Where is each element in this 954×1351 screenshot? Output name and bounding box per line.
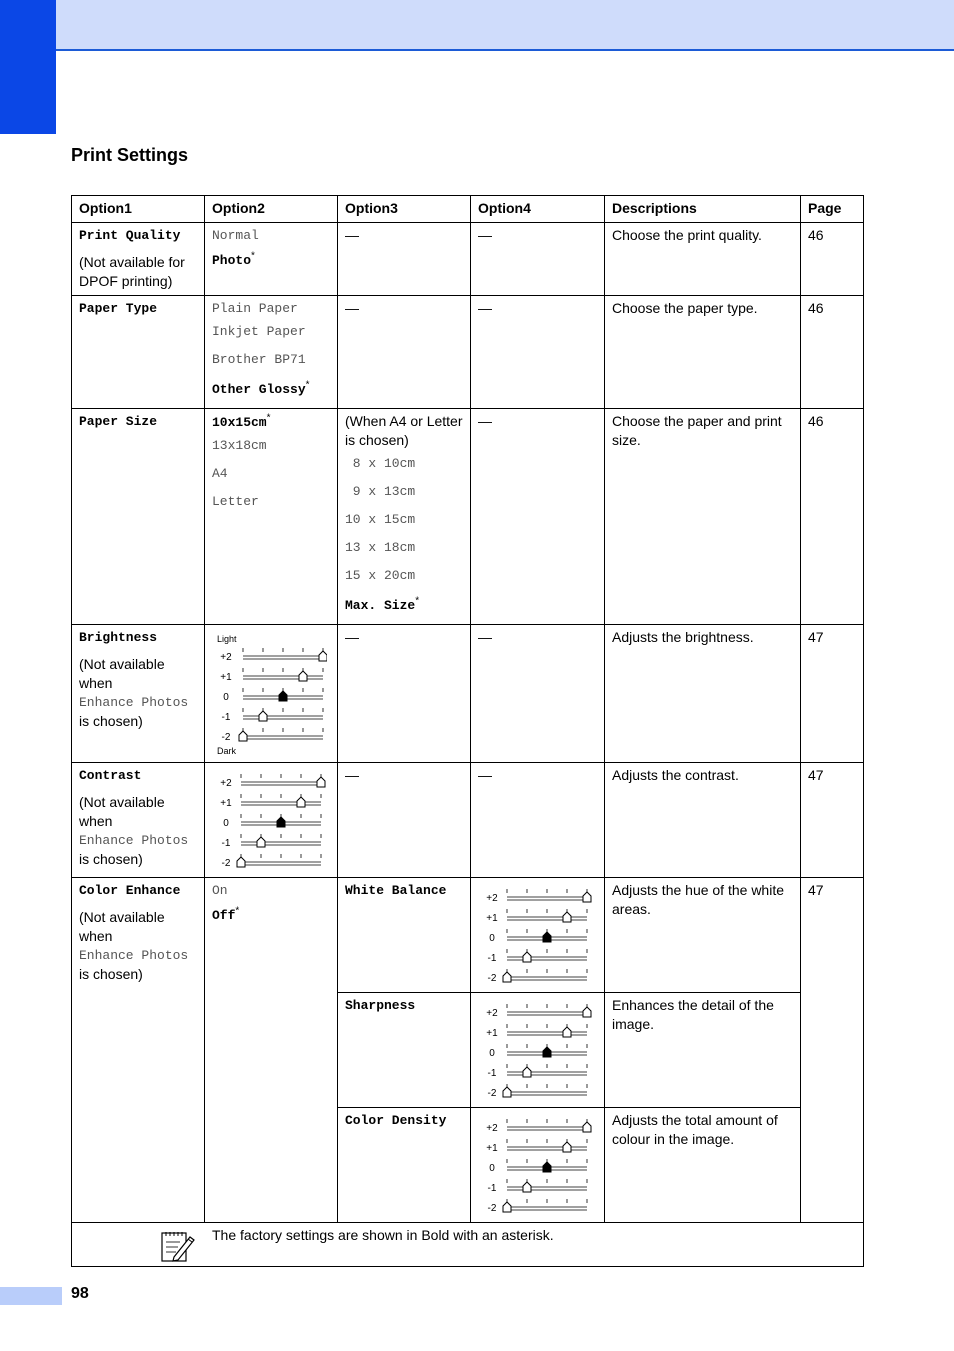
value-10x15cm: 10 x 15cm [345, 512, 416, 527]
cell-opt2 [205, 223, 338, 296]
value-13x18cm: 13x18cm [212, 438, 267, 453]
cell-opt4 [471, 763, 605, 878]
slider-marker [319, 651, 327, 661]
note-enhance-photos: Enhance Photos [79, 833, 189, 848]
note-text: is chosen) [79, 851, 143, 867]
footer-cell [72, 1223, 864, 1267]
slider-level-label: +2 [486, 1123, 498, 1134]
option-white-balance: White Balance [345, 883, 447, 898]
cell-desc: Choose the paper type. [605, 296, 801, 409]
chapter-tab [0, 0, 56, 134]
header-page: Page [801, 196, 864, 223]
slider-marker [583, 892, 591, 902]
table-row [72, 296, 864, 409]
value-normal: Normal [212, 228, 259, 243]
slider-level-label: +1 [486, 913, 498, 924]
slider-level-label: -2 [221, 732, 231, 743]
page-number: 98 [71, 1285, 89, 1302]
value-13x18cm: 13 x 18cm [345, 540, 416, 555]
slider-level-label: +1 [220, 672, 232, 683]
slider-level-label: +1 [486, 1028, 498, 1039]
table-row [72, 409, 864, 625]
cell-page: 46 [801, 223, 864, 296]
cell-opt1 [72, 296, 205, 409]
cell-opt3 [338, 625, 471, 763]
slider-marker [543, 1162, 551, 1172]
slider-level-label: -1 [487, 953, 497, 964]
cell-opt4 [471, 1108, 605, 1223]
white-balance-slider [481, 886, 600, 990]
slider-marker [523, 1067, 531, 1077]
cell-opt2 [205, 878, 338, 1223]
empty-dash: — [345, 300, 359, 316]
slider-level-label: -1 [221, 838, 231, 849]
value-10x15cm: 10x15cm [212, 415, 267, 430]
default-asterisk: * [235, 905, 240, 917]
slider-marker [299, 671, 307, 681]
slider-level-label: 0 [223, 818, 229, 829]
slider-level-label: -1 [487, 1183, 497, 1194]
slider-level-label: 0 [489, 1048, 495, 1059]
slider-level-label: -2 [221, 858, 231, 869]
option-contrast: Contrast [79, 768, 142, 783]
cell-opt3 [338, 878, 471, 993]
cell-page: 47 [801, 763, 864, 878]
table-footer-row [72, 1223, 864, 1267]
slider-marker [563, 1142, 571, 1152]
cell-desc: Adjusts the hue of the white areas. [605, 878, 801, 993]
footer-note: The factory settings are shown in Bold with an asterisk. [212, 1227, 554, 1243]
value-9x13cm: 9 x 13cm [345, 484, 416, 499]
value-photo: Photo [212, 253, 252, 268]
slider-marker [297, 797, 305, 807]
cell-opt4 [471, 993, 605, 1108]
table-row [72, 223, 864, 296]
cell-page: 46 [801, 409, 864, 625]
slider-level-label: +1 [486, 1143, 498, 1154]
note-enhance-photos: Enhance Photos [79, 948, 189, 963]
note-pencil-icon [160, 1229, 196, 1268]
cell-opt1 [72, 409, 205, 625]
empty-dash: — [478, 227, 492, 243]
cell-opt3 [338, 223, 471, 296]
option-paper-size: Paper Size [79, 414, 158, 429]
cell-opt3 [338, 993, 471, 1108]
cell-opt3 [338, 409, 471, 625]
cell-opt3 [338, 1108, 471, 1223]
cell-opt4 [471, 223, 605, 296]
cell-opt1 [72, 223, 205, 296]
cell-opt1 [72, 763, 205, 878]
cell-desc: Adjusts the total amount of colour in the image. [605, 1108, 801, 1223]
slider-marker [523, 952, 531, 962]
slider-marker [259, 711, 267, 721]
slider-marker [317, 777, 325, 787]
slider-level-label: +1 [220, 798, 232, 809]
cell-page: 46 [801, 296, 864, 409]
page-number-bar [0, 1287, 62, 1305]
header-band [0, 0, 954, 51]
cell-page: 47 [801, 878, 864, 1223]
cell-desc: Choose the print quality. [605, 223, 801, 296]
cell-desc: Enhances the detail of the image. [605, 993, 801, 1108]
cell-opt2 [205, 625, 338, 763]
slider-marker [583, 1122, 591, 1132]
table-header-row [72, 196, 864, 223]
cell-opt1 [72, 878, 205, 1223]
note-text: (Not available when [79, 794, 165, 829]
value-on: On [212, 883, 228, 898]
option-print-quality: Print Quality [79, 228, 181, 243]
value-inkjet-paper: Inkjet Paper [212, 324, 306, 339]
note-text: is chosen) [79, 713, 143, 729]
cell-opt4 [471, 878, 605, 993]
note-text: is chosen) [79, 966, 143, 982]
cell-opt1 [72, 625, 205, 763]
slider-marker [257, 837, 265, 847]
option-sharpness: Sharpness [345, 998, 416, 1013]
slider-marker [503, 972, 511, 982]
value-15x20cm: 15 x 20cm [345, 568, 416, 583]
value-plain-paper: Plain Paper [212, 301, 298, 316]
option-brightness: Brightness [79, 630, 158, 645]
slider-marker [277, 817, 285, 827]
cell-opt3 [338, 296, 471, 409]
empty-dash: — [345, 227, 359, 243]
cell-opt2 [205, 296, 338, 409]
value-off: Off [212, 908, 236, 923]
slider-level-label: 0 [223, 692, 229, 703]
slider-bottom-label: Dark [217, 746, 237, 755]
cell-opt2 [205, 409, 338, 625]
slider-marker [503, 1087, 511, 1097]
slider-level-label: -1 [221, 712, 231, 723]
empty-dash: — [478, 767, 492, 783]
slider-marker [523, 1182, 531, 1192]
value-a4: A4 [212, 466, 228, 481]
cell-opt2 [205, 763, 338, 878]
slider-level-label: -1 [487, 1068, 497, 1079]
note-text: (Not available when [79, 909, 165, 944]
color-density-slider [481, 1116, 600, 1220]
slider-level-label: -2 [487, 1088, 497, 1099]
cell-opt4 [471, 296, 605, 409]
slider-marker [239, 731, 247, 741]
value-other-glossy: Other Glossy [212, 382, 306, 397]
brightness-slider [215, 633, 333, 755]
note-text: (Not available for DPOF printing) [79, 254, 185, 289]
empty-dash: — [478, 300, 492, 316]
note-enhance-photos: Enhance Photos [79, 695, 189, 710]
table-row [72, 625, 864, 763]
slider-top-label: Light [217, 634, 237, 644]
option-color-density: Color Density [345, 1113, 447, 1128]
slider-marker [563, 912, 571, 922]
slider-marker [503, 1202, 511, 1212]
cell-opt3 [338, 763, 471, 878]
slider-level-label: -2 [487, 973, 497, 984]
cell-opt4 [471, 409, 605, 625]
sharpness-slider [481, 1001, 600, 1105]
cell-opt4 [471, 625, 605, 763]
slider-marker [237, 857, 245, 867]
slider-level-label: 0 [489, 933, 495, 944]
slider-level-label: -2 [487, 1203, 497, 1214]
slider-level-label: +2 [486, 893, 498, 904]
header-descriptions: Descriptions [605, 196, 801, 223]
slider-marker [583, 1007, 591, 1017]
print-settings-table [71, 195, 864, 1267]
note-text: (Not available when [79, 656, 165, 691]
cell-page: 47 [801, 625, 864, 763]
cell-desc: Adjusts the brightness. [605, 625, 801, 763]
slider-marker [543, 932, 551, 942]
note-text: (When A4 or Letter is chosen) [345, 413, 463, 448]
slider-level-label: +2 [486, 1008, 498, 1019]
header-option1: Option1 [72, 196, 205, 223]
value-max-size: Max. Size [345, 598, 416, 613]
slider-level-label: +2 [220, 652, 232, 663]
value-brother-bp71: Brother BP71 [212, 352, 306, 367]
slider-marker [543, 1047, 551, 1057]
header-option3: Option3 [338, 196, 471, 223]
option-color-enhance: Color Enhance [79, 883, 181, 898]
empty-dash: — [478, 629, 492, 645]
contrast-slider [215, 771, 333, 875]
default-asterisk: * [266, 412, 271, 424]
table-row [72, 878, 864, 993]
empty-dash: — [345, 629, 359, 645]
slider-level-label: 0 [489, 1163, 495, 1174]
option-paper-type: Paper Type [79, 301, 158, 316]
table-row [72, 763, 864, 878]
value-8x10cm: 8 x 10cm [345, 456, 416, 471]
header-option2: Option2 [205, 196, 338, 223]
slider-level-label: +2 [220, 778, 232, 789]
cell-desc: Choose the paper and print size. [605, 409, 801, 625]
header-option4: Option4 [471, 196, 605, 223]
slider-marker [279, 691, 287, 701]
default-asterisk: * [305, 379, 310, 391]
default-asterisk: * [415, 595, 420, 607]
value-letter: Letter [212, 494, 259, 509]
page-title: Print Settings [71, 145, 189, 165]
slider-marker [563, 1027, 571, 1037]
empty-dash: — [478, 413, 492, 429]
empty-dash: — [345, 767, 359, 783]
cell-desc: Adjusts the contrast. [605, 763, 801, 878]
default-asterisk: * [251, 250, 255, 262]
